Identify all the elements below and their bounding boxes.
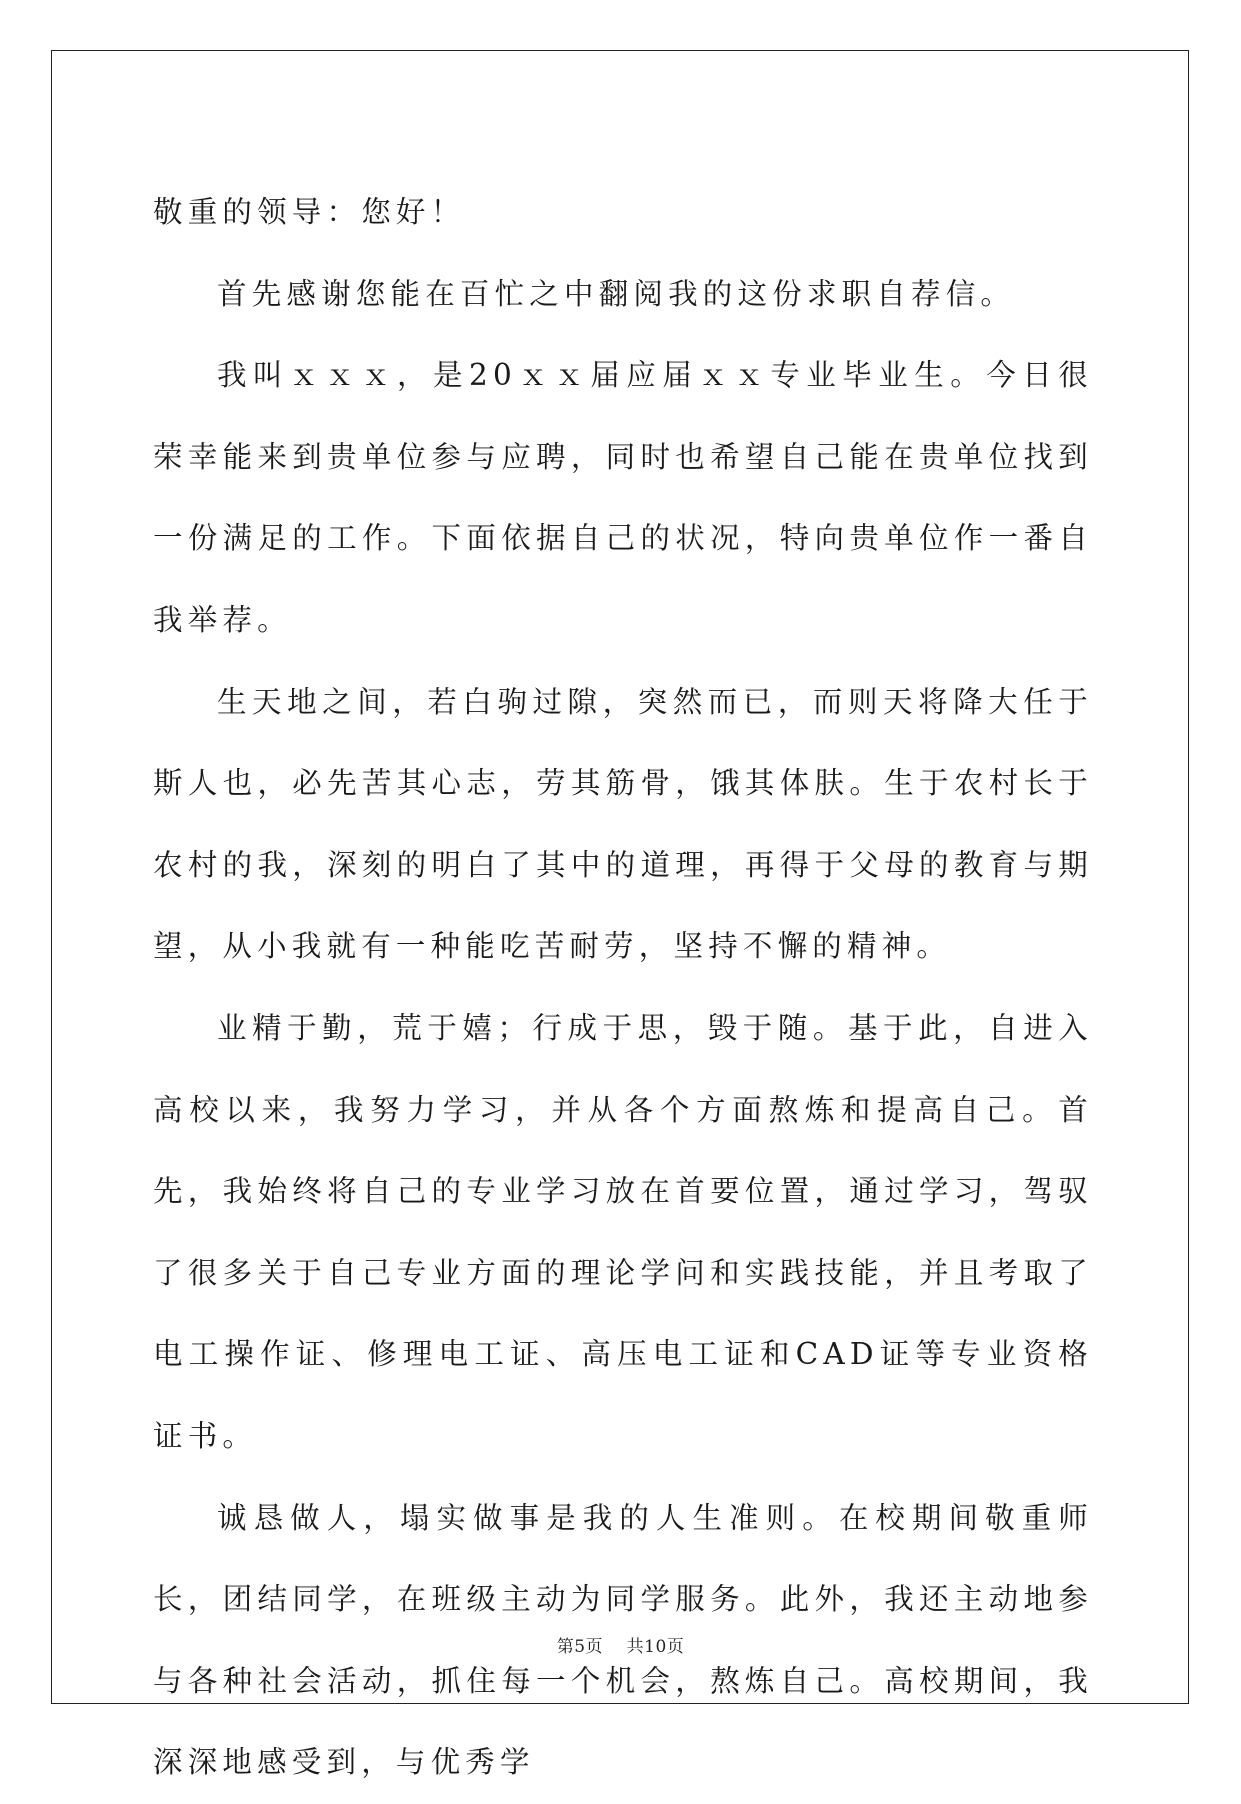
page-number: 第5页: [556, 1637, 604, 1657]
page-total: 共10页: [626, 1637, 685, 1657]
paragraph-introduction: 我叫ｘｘｘ，是20ｘｘ届应届ｘｘ专业毕业生。今日很荣幸能来到贵单位参与应聘，同时也希望自己能在贵单位找到一份满足的工作。下面依据自己的状况，特向贵单位作一番自我举荐。: [153, 358, 1093, 637]
paragraph-thanks: 首先感谢您能在百忙之中翻阅我的这份求职自荐信。: [217, 276, 1016, 311]
paragraph-character: 诚恳做人，塌实做事是我的人生准则。在校期间敬重师长，团结同学，在班级主动为同学服务。此外，我还主动地参与各种社会活动，抓住每一个机会，熬炼自己。高校期间，我深深地感受到，与优秀学: [153, 1500, 1093, 1780]
paragraph-study: 业精于勤，荒于嬉；行成于思，毁于随。基于此，自进入高校以来，我努力学习，并从各个方面熬炼和提高自己。首先，我始终将自己的专业学习放在首要位置，通过学习，驾驭了很多关于自己专业方面的理论学问和实践技能，并且考取了电工操作证、修理电工证、高压电工证和CAD证等专业资格证书。: [153, 1010, 1093, 1453]
letter-body: [153, 172, 1093, 1804]
paragraph-background: 生天地之间，若白驹过隙，突然而已，而则天将降大任于斯人也，必先苦其心志，劳其筋骨，饿其体肤。生于农村长于农村的我，深刻的明白了其中的道理，再得于父母的教育与期望，从小我就有一种能吃苦耐劳，坚持不懈的精神。: [153, 684, 1093, 964]
page-footer: [0, 1632, 1241, 1657]
salutation: 敬重的领导：您好！: [153, 195, 466, 229]
